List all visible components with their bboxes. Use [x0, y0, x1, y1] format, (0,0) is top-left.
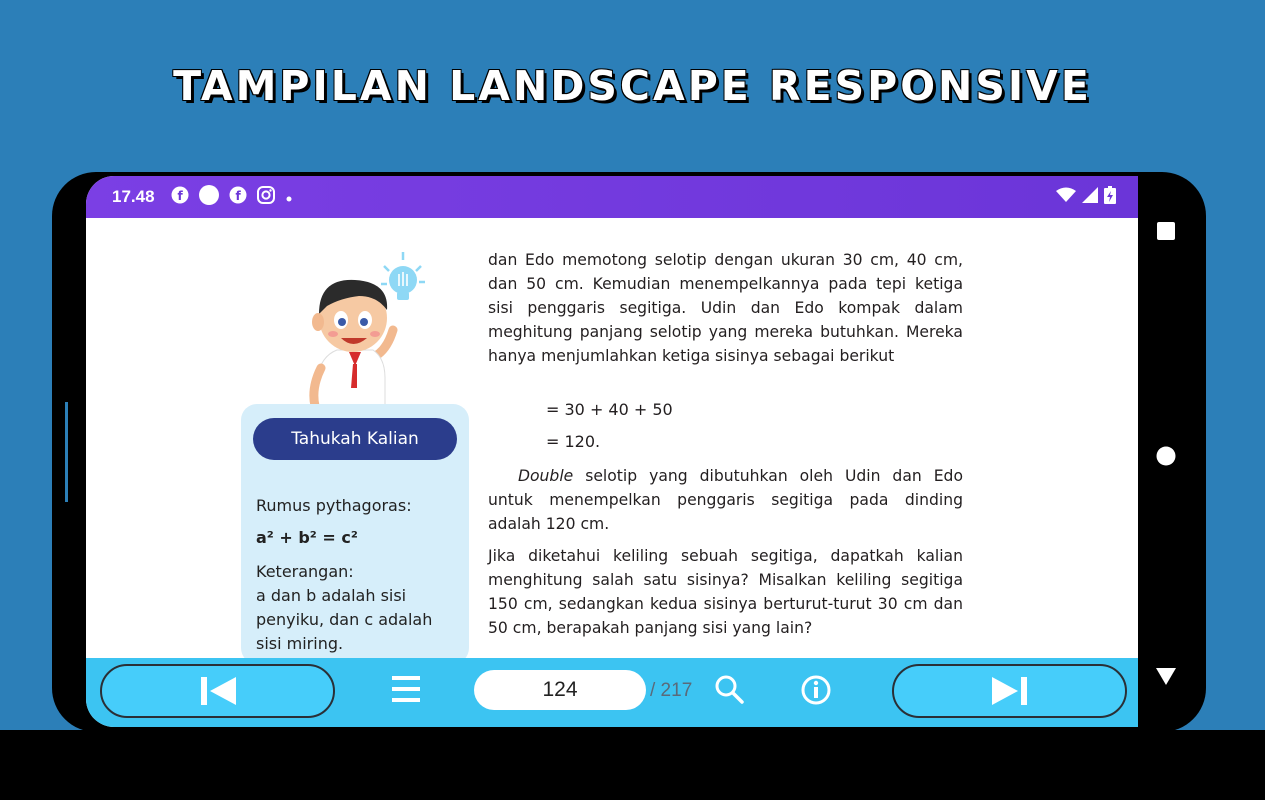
menu-button[interactable]	[392, 674, 420, 708]
bottom-black-bar	[0, 730, 1265, 800]
skip-next-icon	[990, 675, 1030, 707]
instagram-icon	[257, 186, 275, 208]
facebook-icon	[171, 186, 189, 208]
status-bar	[86, 176, 1138, 218]
home-button[interactable]	[1156, 446, 1176, 470]
paragraph-2-italic: Double	[518, 467, 574, 485]
circle-icon	[199, 185, 219, 209]
info-keterangan-line: sisi miring.	[256, 634, 344, 653]
search-icon	[714, 674, 744, 704]
battery-icon	[1104, 186, 1116, 204]
info-rumus: Rumus pythagoras:	[256, 496, 412, 515]
status-time: 17.48	[112, 187, 155, 206]
info-icon	[800, 674, 832, 706]
headline: TAMPILAN LANDSCAPE RESPONSIVE	[173, 62, 1092, 110]
book-page	[86, 218, 1138, 658]
equation-2: = 120.	[546, 432, 601, 451]
triangle-down-icon	[1155, 666, 1177, 686]
recents-button[interactable]	[1157, 222, 1175, 244]
facebook-icon	[229, 186, 247, 208]
boy-illustration	[281, 248, 441, 408]
info-keterangan-line: a dan b adalah sisi	[256, 586, 407, 605]
paragraph-3: Jika diketahui keliling sebuah segitiga, dapatkah kalian menghitung salah satu sisinya? Misalkan keliling segitiga 150 cm, sedangkan kedua sisinya berturut-turut 30 cm dan 50 cm, berapakah panjang sisi yang lain?	[488, 547, 963, 637]
info-formula: a² + b² = c²	[256, 528, 358, 547]
signal-icon	[1082, 187, 1098, 203]
phone-side-accent	[65, 402, 68, 502]
next-page-button[interactable]	[892, 664, 1127, 718]
info-box-title: Tahukah Kalian	[253, 418, 457, 460]
page-total: / 217	[650, 680, 693, 701]
device-screen	[86, 176, 1138, 727]
page-number-input[interactable]	[474, 670, 646, 710]
paragraph-2	[488, 464, 963, 536]
info-keterangan-line: penyiku, dan c adalah	[256, 610, 433, 629]
skip-previous-icon	[198, 675, 238, 707]
info-box	[241, 404, 469, 664]
dot-icon	[285, 188, 293, 207]
wifi-icon	[1056, 187, 1076, 203]
svg-text:f: f	[177, 189, 183, 203]
reader-navbar	[86, 658, 1138, 727]
paragraph-1: dan Edo memotong selotip dengan ukuran 30 cm, 40 cm, dan 50 cm. Kemudian menempelkannya pada tepi ketiga sisi penggaris segitiga. Udin dan Edo kompak dalam meghitung panjang selotip yang mereka butuhkan. Mereka hanya menjumlahkan ketiga sisinya sebagai berikut	[488, 251, 963, 365]
circle-icon	[1156, 446, 1176, 466]
search-button[interactable]	[714, 674, 744, 708]
hamburger-icon	[392, 674, 420, 704]
svg-text:f: f	[235, 189, 241, 203]
square-icon	[1157, 222, 1175, 240]
info-keterangan-title: Keterangan:	[256, 562, 354, 581]
previous-page-button[interactable]	[100, 664, 335, 718]
info-button[interactable]	[800, 674, 832, 710]
equation-1: = 30 + 40 + 50	[546, 400, 673, 419]
paragraph-2-text: selotip yang dibutuhkan oleh Udin dan Edo untuk menempelkan penggaris segitiga pada dinding adalah 120 cm.	[488, 467, 963, 533]
back-button[interactable]	[1155, 666, 1177, 690]
